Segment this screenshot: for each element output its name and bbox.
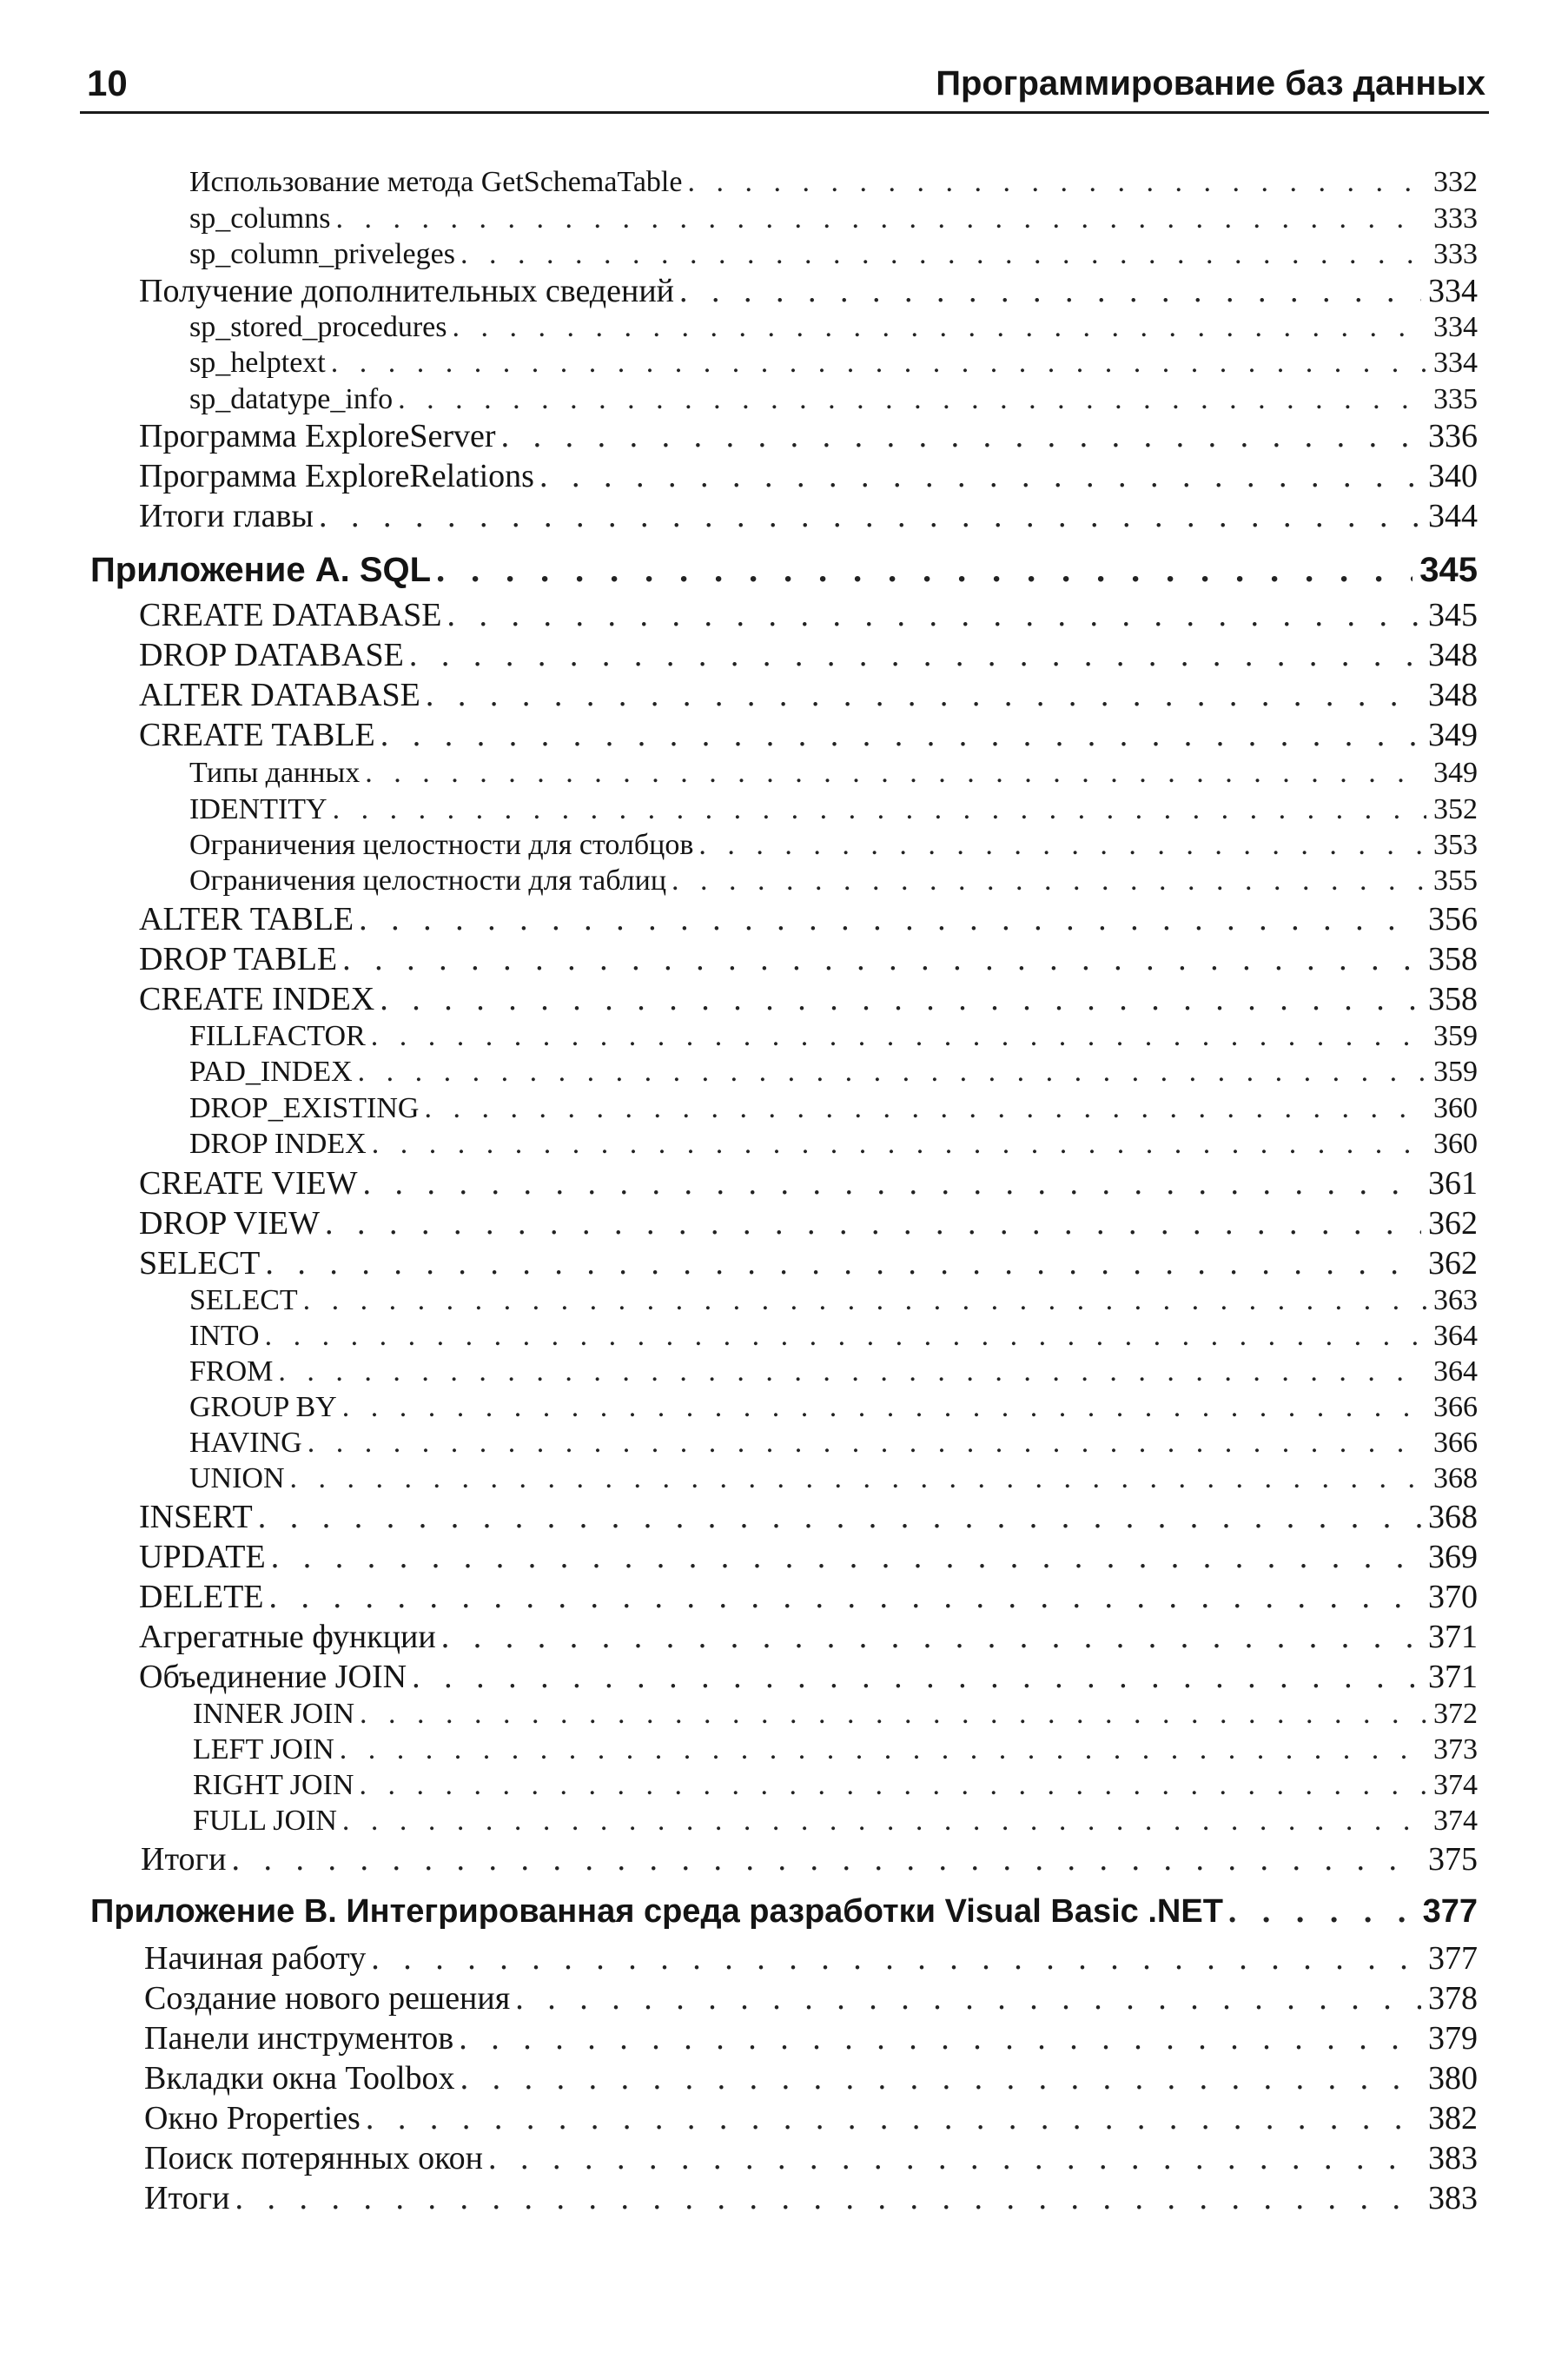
toc-entry-page: 360 <box>1433 1128 1478 1160</box>
dot-leader <box>342 940 1421 978</box>
toc-entry-page: 379 <box>1428 2020 1478 2057</box>
toc-entry-title: UPDATE <box>139 1539 266 1575</box>
toc-entry-title: sp_stored_procedures <box>189 311 447 343</box>
toc-entry-title: Получение дополнительных сведений <box>139 273 675 309</box>
dot-leader <box>539 457 1421 495</box>
toc-entry <box>144 2139 1478 2177</box>
toc-entry <box>193 1697 1478 1732</box>
toc-entry-page: 375 <box>1428 1841 1478 1878</box>
toc-entry <box>139 497 1478 535</box>
dot-leader <box>371 1019 1426 1054</box>
toc-entry <box>139 457 1478 495</box>
toc-entry <box>189 310 1478 345</box>
toc-entry-page: 377 <box>1422 1893 1478 1930</box>
toc-appendix-entry <box>90 1891 1478 1932</box>
dot-leader <box>380 716 1421 754</box>
toc-entry <box>139 417 1478 455</box>
dot-leader <box>687 165 1426 200</box>
toc-entry-page: 366 <box>1433 1427 1478 1459</box>
dot-leader <box>342 1390 1426 1425</box>
toc-entry-title: Ограничения целостности для таблиц <box>189 865 667 897</box>
dot-leader <box>398 382 1426 417</box>
toc-entry-title: Вкладки окна Toolbox <box>144 2060 455 2097</box>
dot-leader <box>460 237 1426 272</box>
toc-entry-page: 359 <box>1433 1020 1478 1052</box>
dot-leader <box>331 346 1426 381</box>
toc-entry-title: FROM <box>189 1355 274 1388</box>
toc-entry <box>139 1204 1478 1242</box>
dot-leader <box>359 1768 1426 1803</box>
toc-entry <box>189 1055 1478 1090</box>
toc-entry <box>139 1578 1478 1616</box>
dot-leader <box>365 756 1426 791</box>
dot-leader <box>447 596 1421 634</box>
toc-entry-title: INSERT <box>139 1499 253 1535</box>
toc-entry <box>144 2059 1478 2097</box>
toc-entry-title: GROUP BY <box>189 1391 337 1423</box>
toc-entry-title: UNION <box>189 1462 285 1494</box>
dot-leader <box>358 1055 1426 1090</box>
toc-entry-title: DROP_EXISTING <box>189 1092 420 1124</box>
toc-entry-title: Ограничения целостности для столбцов <box>189 829 694 861</box>
toc-entry-page: 345 <box>1428 597 1478 633</box>
toc-entry-page: 369 <box>1428 1539 1478 1575</box>
toc-entry <box>139 1498 1478 1536</box>
toc-entry-page: 371 <box>1428 1659 1478 1695</box>
toc-entry-page: 364 <box>1433 1320 1478 1352</box>
dot-leader <box>340 1732 1426 1767</box>
toc-entry-title: Итоги <box>141 1841 227 1878</box>
dot-leader <box>325 1204 1421 1242</box>
toc-entry-page: 368 <box>1433 1462 1478 1494</box>
toc-entry-title: CREATE INDEX <box>139 981 375 1017</box>
dot-leader <box>460 2059 1421 2097</box>
dot-leader <box>269 1578 1421 1616</box>
toc-entry-page: 353 <box>1433 829 1478 861</box>
dot-leader <box>380 980 1421 1018</box>
toc-entry-page: 373 <box>1433 1733 1478 1765</box>
toc-entry-title: sp_datatype_info <box>189 383 394 415</box>
dot-leader <box>371 1939 1421 1977</box>
toc-entry-title: Начиная работу <box>144 1940 367 1977</box>
toc-entry-page: 372 <box>1433 1698 1478 1730</box>
toc-entry <box>189 1355 1478 1389</box>
toc-entry-page: 383 <box>1428 2140 1478 2176</box>
toc-entry <box>189 864 1478 898</box>
toc-entry-title: CREATE DATABASE <box>139 597 442 633</box>
toc-entry-title: Поиск потерянных окон <box>144 2140 483 2176</box>
toc-entry-page: 366 <box>1433 1391 1478 1423</box>
toc-entry-title: SELECT <box>139 1245 261 1282</box>
dot-leader <box>679 272 1421 310</box>
toc-entry-title: Использование метода GetSchemaTable <box>189 166 683 198</box>
toc-entry-title: Итоги главы <box>139 498 314 534</box>
toc-entry-page: 360 <box>1433 1092 1478 1124</box>
dot-leader <box>359 900 1421 938</box>
toc-entry-page: 358 <box>1428 941 1478 977</box>
toc-entry <box>144 1979 1478 2017</box>
dot-leader <box>333 792 1426 827</box>
toc-entry <box>139 1658 1478 1696</box>
toc-entry <box>139 980 1478 1018</box>
toc-entry-page: 344 <box>1428 498 1478 534</box>
toc-entry-title: Программа ExploreServer <box>139 418 496 454</box>
toc-entry-title: Создание нового решения <box>144 1980 511 2017</box>
toc-entry-page: 377 <box>1428 1940 1478 1977</box>
toc-entry-page: 371 <box>1428 1619 1478 1655</box>
toc-entry-title: PAD_INDEX <box>189 1056 353 1088</box>
toc-entry-page: 334 <box>1433 347 1478 379</box>
dot-leader <box>424 1091 1426 1126</box>
dot-leader <box>363 1164 1421 1202</box>
toc-entry-title: DROP TABLE <box>139 941 338 977</box>
toc-entry <box>189 382 1478 417</box>
dot-leader <box>290 1461 1426 1496</box>
toc-entry-title: Программа ExploreRelations <box>139 458 534 494</box>
toc-entry <box>189 1091 1478 1126</box>
toc-entry-title: RIGHT JOIN <box>193 1769 354 1801</box>
toc-entry <box>139 1618 1478 1656</box>
toc-entry-title: FULL JOIN <box>193 1805 337 1837</box>
toc-appendix-entry <box>90 549 1478 591</box>
dot-leader <box>1228 1891 1416 1932</box>
toc-entry-title: DROP VIEW <box>139 1205 320 1242</box>
toc-entry-page: 368 <box>1428 1499 1478 1535</box>
toc-entry-page: 378 <box>1428 1980 1478 2017</box>
toc-entry <box>193 1768 1478 1803</box>
dot-leader <box>372 1127 1426 1162</box>
toc-entry-title: Типы данных <box>189 757 361 789</box>
dot-leader <box>515 1979 1421 2017</box>
toc-entry-page: 374 <box>1433 1769 1478 1801</box>
dot-leader <box>441 1618 1421 1656</box>
toc-entry <box>189 346 1478 381</box>
toc-entry <box>144 2099 1478 2137</box>
dot-leader <box>698 828 1426 863</box>
dot-leader <box>231 1840 1421 1878</box>
toc-entry-title: ALTER TABLE <box>139 901 354 937</box>
dot-leader <box>335 202 1426 236</box>
toc-entry-page: 335 <box>1433 383 1478 415</box>
toc-entry-page: 359 <box>1433 1056 1478 1088</box>
toc-entry <box>139 596 1478 634</box>
dot-leader <box>360 1697 1426 1732</box>
toc-entry-page: 356 <box>1428 901 1478 937</box>
toc-entry <box>139 1244 1478 1282</box>
toc-entry-page: 355 <box>1433 865 1478 897</box>
toc-entry-title: Окно Properties <box>144 2100 361 2136</box>
toc-entry <box>189 1127 1478 1162</box>
toc-entry-page: 363 <box>1433 1284 1478 1316</box>
toc-entry <box>189 1461 1478 1496</box>
toc-entry <box>189 756 1478 791</box>
toc-entry-title: IDENTITY <box>189 793 327 825</box>
toc-entry <box>189 1390 1478 1425</box>
toc-entry-title: sp_helptext <box>189 347 326 379</box>
toc-entry <box>144 1939 1478 1977</box>
toc-entry-title: sp_column_priveleges <box>189 238 455 270</box>
toc-entry <box>193 1732 1478 1767</box>
toc-entry-page: 352 <box>1433 793 1478 825</box>
dot-leader <box>271 1538 1421 1576</box>
toc-entry-title: SELECT <box>189 1284 298 1316</box>
dot-leader <box>278 1355 1426 1389</box>
toc-entry-page: 349 <box>1433 757 1478 789</box>
toc-entry <box>189 792 1478 827</box>
toc-entry-title: Приложение А. SQL <box>90 551 432 589</box>
toc-entry <box>189 828 1478 863</box>
toc-entry-title: Приложение В. Интегрированная среда разработки Visual Basic .NET <box>90 1893 1223 1930</box>
toc-entry-page: 332 <box>1433 166 1478 198</box>
toc-entry-title: LEFT JOIN <box>193 1733 334 1765</box>
dot-leader <box>488 2139 1421 2177</box>
dot-leader <box>672 864 1426 898</box>
toc-entry-page: 334 <box>1428 273 1478 309</box>
toc-entry <box>189 1426 1478 1461</box>
toc-entry <box>189 1019 1478 1054</box>
dot-leader <box>265 1319 1426 1354</box>
toc-entry-page: 333 <box>1433 202 1478 235</box>
dot-leader <box>459 2019 1421 2057</box>
toc-entry-page: 361 <box>1428 1165 1478 1202</box>
toc-entry-page: 345 <box>1419 551 1478 589</box>
toc-entry-page: 362 <box>1428 1245 1478 1282</box>
toc-entry <box>139 716 1478 754</box>
toc-entry <box>144 2179 1478 2217</box>
toc-entry <box>189 237 1478 272</box>
toc-entry-title: DROP DATABASE <box>139 637 404 673</box>
toc-entry <box>189 202 1478 236</box>
toc-entry-page: 348 <box>1428 677 1478 713</box>
toc-entry <box>139 940 1478 978</box>
toc-entry-page: 348 <box>1428 637 1478 673</box>
toc-entry-page: 362 <box>1428 1205 1478 1242</box>
page-number: 10 <box>87 63 128 103</box>
dot-leader <box>412 1658 1421 1696</box>
toc-entry <box>139 636 1478 674</box>
toc-entry-page: 333 <box>1433 238 1478 270</box>
toc-entry <box>193 1804 1478 1838</box>
toc-entry-page: 370 <box>1428 1579 1478 1615</box>
dot-leader <box>319 497 1421 535</box>
toc-entry-title: INNER JOIN <box>193 1698 355 1730</box>
toc-entry <box>139 1164 1478 1202</box>
toc-entry <box>139 900 1478 938</box>
toc-entry-page: 364 <box>1433 1355 1478 1388</box>
dot-leader <box>308 1426 1426 1461</box>
toc-entry-page: 336 <box>1428 418 1478 454</box>
toc-entry-title: ALTER DATABASE <box>139 677 420 713</box>
toc-entry-title: DROP INDEX <box>189 1128 367 1160</box>
toc-entry-title: Итоги <box>144 2180 230 2216</box>
running-title: Программирование баз данных <box>936 64 1485 103</box>
dot-leader <box>303 1283 1426 1318</box>
toc-entry-title: DELETE <box>139 1579 264 1615</box>
dot-leader <box>342 1804 1426 1838</box>
toc-entry-page: 334 <box>1433 311 1478 343</box>
toc-entry <box>139 676 1478 714</box>
toc-entry-page: 358 <box>1428 981 1478 1017</box>
toc-entry <box>189 1319 1478 1354</box>
toc-entry <box>139 1538 1478 1576</box>
toc-entry-title: FILLFACTOR <box>189 1020 366 1052</box>
dot-leader <box>501 417 1421 455</box>
toc-entry-title: sp_columns <box>189 202 331 235</box>
dot-leader <box>436 549 1413 591</box>
toc-entry-title: Панели инструментов <box>144 2020 454 2057</box>
toc-entry <box>189 1283 1478 1318</box>
toc-entry-title: HAVING <box>189 1427 302 1459</box>
toc-entry-title: CREATE VIEW <box>139 1165 358 1202</box>
toc-entry <box>144 2019 1478 2057</box>
dot-leader <box>426 676 1421 714</box>
dot-leader <box>265 1244 1421 1282</box>
dot-leader <box>452 310 1426 345</box>
toc-entry <box>189 165 1478 200</box>
toc-entry-page: 374 <box>1433 1805 1478 1837</box>
toc-entry <box>141 1840 1478 1878</box>
toc-entry-title: INTO <box>189 1320 260 1352</box>
toc-entry <box>139 272 1478 310</box>
dot-leader <box>235 2179 1421 2217</box>
dot-leader <box>258 1498 1421 1536</box>
toc-entry-title: Агрегатные функции <box>139 1619 436 1655</box>
dot-leader <box>409 636 1421 674</box>
toc-entry-page: 383 <box>1428 2180 1478 2216</box>
toc-entry-title: CREATE TABLE <box>139 717 375 753</box>
toc-entry-title: Объединение JOIN <box>139 1659 407 1695</box>
toc-entry-page: 340 <box>1428 458 1478 494</box>
toc-entry-page: 349 <box>1428 717 1478 753</box>
toc-entry-page: 380 <box>1428 2060 1478 2097</box>
dot-leader <box>366 2099 1421 2137</box>
toc-entry-page: 382 <box>1428 2100 1478 2136</box>
